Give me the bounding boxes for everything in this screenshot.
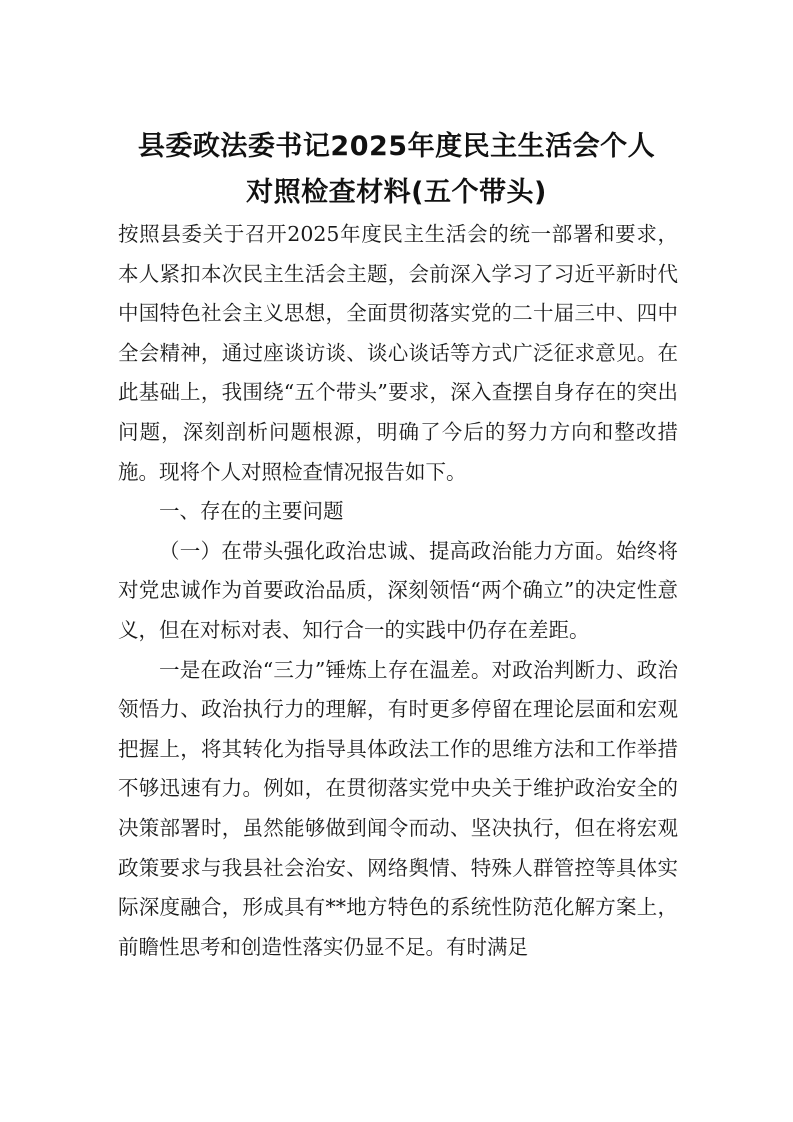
- document-title-line-1: 县委政法委书记2025年度民主生活会个人: [137, 131, 656, 162]
- point-one-paragraph: 一是在政治“三力”锤炼上存在温差。对政治判断力、政治领悟力、政治执行力的理解，有时更多停留在理论层面和宏观把握上，将其转化为指导具体政法工作的思维方法和工作举措不够迅速有力。例如，在贯彻落实党中央关于维护政治安全的决策部署时，虽然能够做到闻令而动、坚决执行，但在将宏观政策要求与我县社会治安、网络舆情、特殊人群管控等具体实际深度融合，形成具有**地方特色的系统性防范化解方案上，前瞻性思考和创造性落实仍显不足。有时满足: [118, 657, 678, 959]
- document-body: [118, 215, 678, 967]
- intro-paragraph: 按照县委关于召开2025年度民主生活会的统一部署和要求，本人紧扣本次民主生活会主题，会前深入学习了习近平新时代中国特色社会主义思想，全面贯彻落实党的二十届三中、四中全会精神，通过座谈访谈、谈心谈话等方式广泛征求意见。在此基础上，我围绕“五个带头”要求，深入查摆自身存在的突出问题，深刻剖析问题根源，明确了今后的努力方向和整改措施。现将个人对照检查情况报告如下。: [118, 222, 678, 484]
- document-title-line-2: 对照检查材料(五个带头): [246, 177, 547, 208]
- section-heading-main-problems: 一、存在的主要问题: [159, 499, 344, 524]
- subsection-paragraph-political-loyalty: （一）在带头强化政治忠诚、提高政治能力方面。始终将对党忠诚作为首要政治品质，深刻领悟“两个确立”的决定性意义，但在对标对表、知行合一的实践中仍存在差距。: [118, 538, 678, 642]
